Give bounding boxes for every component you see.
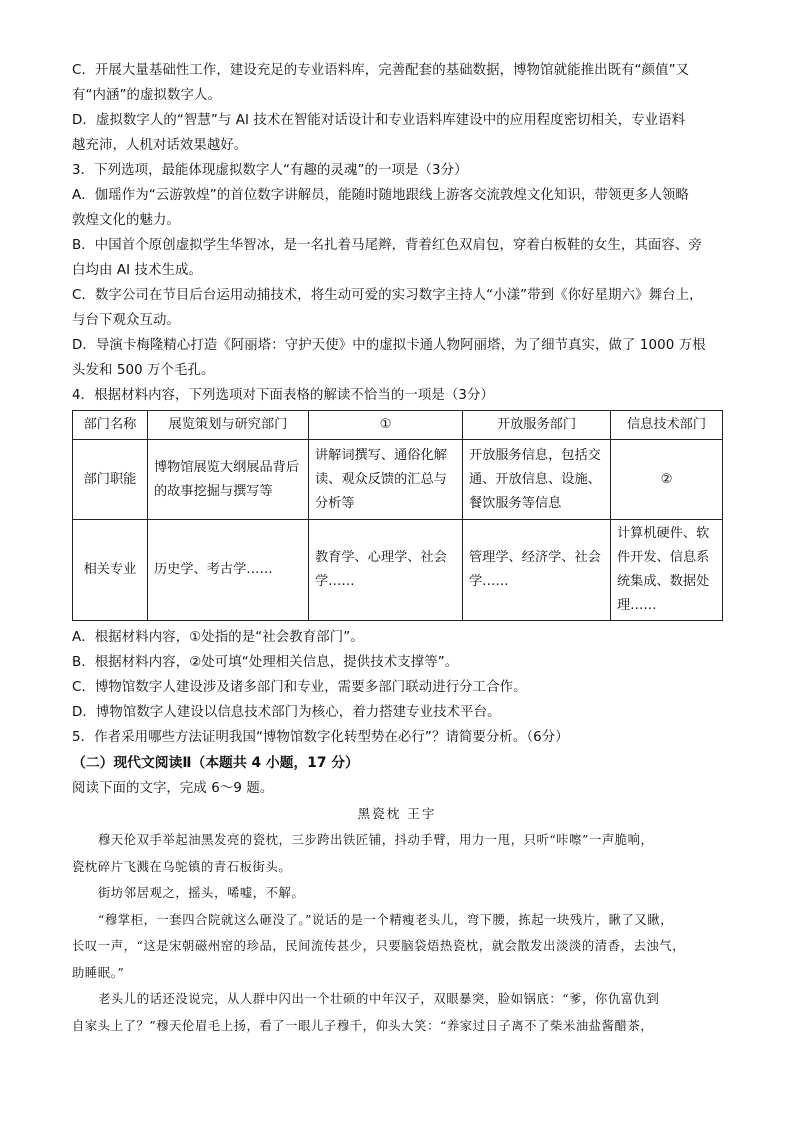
table-cell: 博物馆展览大纲展品背后的故事挖掘与撰写等 (148, 440, 309, 520)
table-header-cell: 开放服务部门 (463, 411, 611, 440)
table-cell: ② (611, 440, 723, 520)
question-3-stem: 3．下列选项，最能体现虚拟数字人“有趣的灵魂”的一项是（3分） (72, 163, 468, 178)
table-row (73, 440, 723, 520)
q4-option-a: A．根据材料内容，①处指的是“社会教育部门”。 (72, 630, 364, 645)
q3-option-c-line-2: 与台下观众互动。 (72, 313, 180, 328)
option-d-line-2: 越充沛，人机对话效果越好。 (72, 138, 248, 153)
question-3 (72, 158, 722, 383)
table-header-cell: 信息技术部门 (611, 411, 723, 440)
q4-option-d: D．博物馆数字人建设以信息技术部门为核心，着力搭建专业技术平台。 (72, 705, 501, 720)
story-line: 穆天伦双手举起油黑发亮的瓷枕，三步跨出铁匠铺，抖动手臂，用力一甩，只听“咔嚓”一声脆响， (98, 833, 654, 847)
q4-option-c: C．博物馆数字人建设涉及诸多部门和专业，需要多部门联动进行分工合作。 (72, 680, 527, 695)
table-cell: 开放服务信息，包括交通、开放信息、设施、餐饮服务等信息 (463, 440, 611, 520)
question-5: 5．作者采用哪些方法证明我国“博物馆数字化转型势在必行”？请简要分析。（6分） (72, 730, 569, 745)
question-4-options (72, 625, 722, 750)
department-table (72, 410, 723, 621)
row-label: 相关专业 (73, 520, 148, 621)
section-instruction: 阅读下面的文字，完成 6～9 题。 (72, 781, 274, 796)
q3-option-a-line-2: 敦煌文化的魅力。 (72, 213, 180, 228)
table-header-cell: 部门名称 (73, 411, 148, 440)
table-cell: 计算机硬件、软件开发、信息系统集成、数据处理…… (611, 520, 723, 621)
story-line: 助睡眠。” (72, 965, 125, 980)
table-cell: 管理学、经济学、社会学…… (463, 520, 611, 621)
story-title: 黑瓷枕 王宇 (357, 806, 437, 821)
question-4-stem: 4．根据材料内容，下列选项对下面表格的解读不恰当的一项是（3分） (72, 388, 494, 403)
q3-option-d-line-2: 头发和 500 万个毛孔。 (72, 363, 215, 378)
section-heading: （二）现代文阅读Ⅱ（本题共 4 小题，17 分） (72, 755, 359, 771)
story-line: “穆掌柜，一套四合院就这么砸没了。”说话的是一个精瘦老头儿，弯下腰，拣起一块残片，瞅了又瞅， (98, 912, 674, 927)
option-d-line-1: D．虚拟数字人的“智慧”与 AI 技术在智能对话设计和专业语料库建设中的应用程度密切相关，专业语料 (72, 113, 686, 128)
story-line: 自家头上了？”穆天伦眉毛上扬，看了一眼儿子穆千，仰头大笑：“养家过日子离不了柴米油盐酱醋茶， (72, 1018, 654, 1033)
options-continuation (72, 58, 722, 158)
story-line: 瓷枕碎片飞溅在乌鸵镇的青石板街头。 (72, 859, 292, 874)
exam-page (72, 58, 722, 1039)
table-cell: 历史学、考古学…… (148, 520, 309, 621)
q3-option-b-line-1: B．中国首个原创虚拟学生华智冰，是一名扎着马尾辫，背着红色双肩包，穿着白板鞋的女生，其面容、旁 (72, 238, 702, 253)
q3-option-c-line-1: C．数字公司在节目后台运用动捕技术，将生动可爱的实习数字主持人“小漾”带到《你好星期六》舞台上， (72, 288, 703, 303)
story-line: 长叹一声，“这是宋朝磁州窑的珍品，民间流传甚少，只要脑袋焐热瓷枕，就会散发出淡淡的清香，去浊气， (72, 939, 686, 953)
story-body (72, 827, 722, 1039)
table-cell: 讲解词撰写、通俗化解读、观众反馈的汇总与分析等 (309, 440, 463, 520)
table-header-cell: 展览策划与研究部门 (148, 411, 309, 440)
story-line: 街坊邻居观之，摇头，唏嘘，不解。 (98, 886, 305, 900)
table-row (73, 520, 723, 621)
q3-option-b-line-2: 白均由 AI 技术生成。 (72, 263, 202, 278)
story-line: 老头儿的话还没说完，从人群中闪出一个壮硕的中年汉子，双眼暴突，脸如锅底：“爹，你仇富仇到 (98, 992, 660, 1006)
option-c-line-2: 有“内涵”的虚拟数字人。 (72, 88, 221, 103)
table-header-cell: ① (309, 411, 463, 440)
option-c-line-1: C．开展大量基础性工作，建设充足的专业语料库，完善配套的基础数据，博物馆就能推出既有“颜值”又 (72, 63, 690, 78)
row-label: 部门职能 (73, 440, 148, 520)
department-table-wrap (72, 410, 722, 621)
table-header-row (73, 411, 723, 440)
table-cell: 教育学、心理学、社会学…… (309, 520, 463, 621)
q3-option-d-line-1: D．导演卡梅隆精心打造《阿丽塔：守护天使》中的虚拟卡通人物阿丽塔，为了细节真实，做了 1000 万根 (72, 338, 706, 353)
q3-option-a-line-1: A．伽瑶作为“云游敦煌”的首位数字讲解员，能随时随地跟线上游客交流敦煌文化知识，带领更多人领略 (72, 188, 689, 203)
q4-option-b: B．根据材料内容，②处可填“处理相关信息，提供技术支撑等”。 (72, 655, 459, 670)
